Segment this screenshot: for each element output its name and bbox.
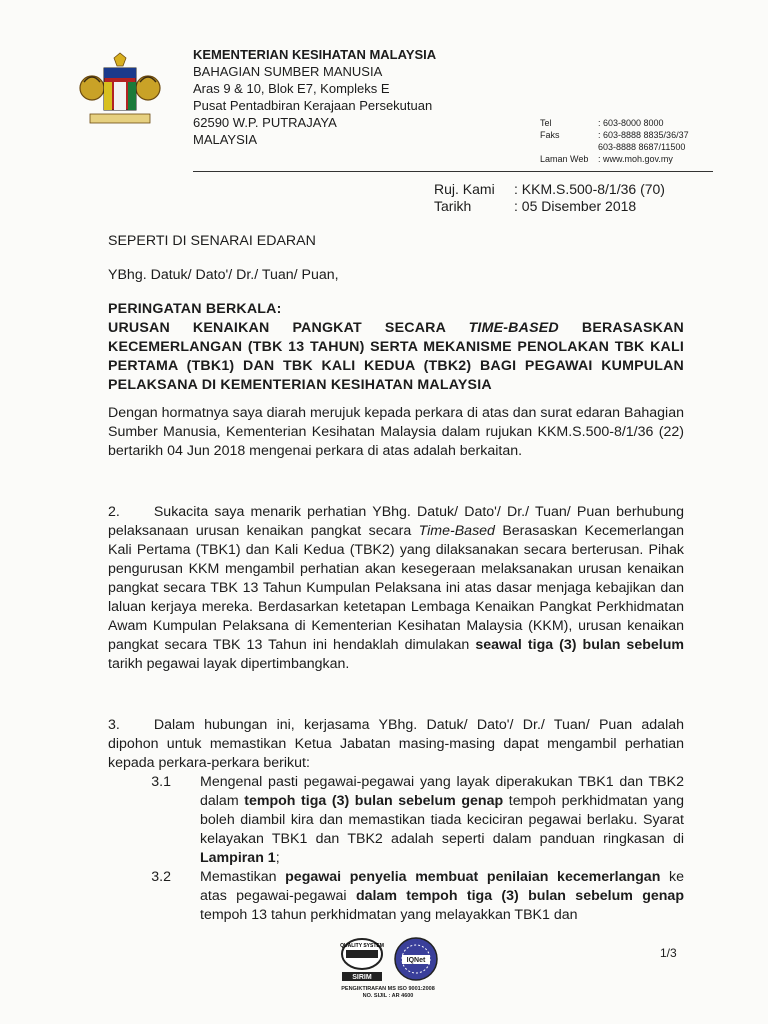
list-item-number: 3.1 — [151, 774, 171, 790]
address-line: 62590 W.P. PUTRAJAYA — [193, 115, 337, 130]
address-line: Aras 9 & 10, Blok E7, Kompleks E — [193, 81, 390, 96]
list-item-number: 3.2 — [151, 869, 171, 885]
list-item-text — [200, 868, 684, 925]
subject — [108, 300, 684, 395]
item-strong: pegawai penyelia membuat penilaian kecemerlangan — [285, 869, 661, 885]
item-text: Memastikan — [200, 869, 286, 885]
item-text: tempoh perkhidmatan yang boleh diambil kira dan memastikan tiada keciciran pegawai berlaku. Syarat kelayakan TBK1 dan TBK2 adalah seperti dalam panduan ringkasan di — [200, 793, 684, 847]
contact-value: : 603-8000 8000 — [598, 118, 664, 128]
contact-label: Laman Web — [540, 154, 589, 164]
paragraph-text: Dalam hubungan ini, kerjasama YBhg. Datuk/ Dato'/ Dr./ Tuan/ Puan adalah dipohon untuk memastikan Ketua Jabatan masing-masing dapat mengambil perhatian kepada perkara-perkara berikut: — [108, 717, 684, 771]
certification-line: NO. SIJIL : AR 4600 — [362, 993, 414, 999]
date-value: : 05 Disember 2018 — [514, 198, 637, 214]
list-item-text — [200, 773, 684, 868]
contact-value: : www.moh.gov.my — [598, 154, 673, 164]
item-strong: Lampiran 1 — [200, 850, 276, 866]
contact-value: : 603-8888 8835/36/37 — [598, 130, 689, 140]
list-item — [108, 773, 684, 868]
salutation: YBhg. Datuk/ Dato'/ Dr./ Tuan/ Puan, — [108, 267, 339, 283]
contact-label: Faks — [540, 130, 560, 140]
subject-line: PERINGATAN BERKALA: — [108, 301, 282, 317]
letterhead — [193, 46, 436, 148]
certification-text — [318, 986, 458, 1000]
page-number: 1/3 — [660, 946, 677, 960]
address-line: MALAYSIA — [193, 132, 258, 147]
paragraph-text: tarikh pegawai layak dipertimbangkan. — [108, 656, 350, 672]
date-label: Tarikh — [434, 198, 472, 214]
address-line: BAHAGIAN SUMBER MANUSIA — [193, 64, 383, 79]
paragraph-number: 2. — [108, 504, 120, 520]
ref-label: Ruj. Kami — [434, 181, 495, 197]
paragraph-2 — [108, 503, 684, 674]
subject-title — [108, 319, 684, 395]
subject-emphasis: TIME-BASED — [468, 320, 559, 336]
paragraph-1: Dengan hormatnya saya diarah merujuk kepada perkara di atas dan surat edaran Bahagian Sumber Manusia, Kementerian Kesihatan Malaysia dalam rujukan KKM.S.500-8/1/36 (22) bertarikh 04 Jun 2018 mengenai perkara di atas adalah berkaitan. — [108, 405, 684, 459]
subject-text: BERASASKAN KECEMERLANGAN (TBK 13 TAHUN) SERTA MEKANISME PENOLAKAN TBK KALI PERTAMA (TBK1) DAN TBK KALI KEDUA (TBK2) BAGI PEGAWAI KUMPULAN PELAKSANA DI KEMENTERIAN KESIHATAN MALAYSIA — [108, 320, 684, 393]
subject-text: URUSAN KENAIKAN PANGKAT SECARA — [108, 320, 469, 336]
list-item — [108, 868, 684, 925]
paragraph-3 — [108, 716, 684, 773]
quality-system-badge — [336, 936, 388, 982]
coat-of-arms-logo — [70, 52, 170, 132]
item-text: ke atas pegawai-pegawai — [200, 869, 685, 904]
badge-text: SIRIM — [352, 974, 372, 981]
ref-value: : KKM.S.500-8/1/36 (70) — [514, 181, 665, 197]
paragraph-text: Sukacita saya menarik perhatian YBhg. Datuk/ Dato'/ Dr./ Tuan/ Puan berhubung pelaksanaan urusan kenaikan pangkat secara — [108, 504, 684, 539]
contact-label — [540, 141, 598, 153]
reference-block — [434, 181, 665, 215]
badge-text: IQNet — [406, 957, 426, 964]
certification-line: PENGIKTIRAFAN MS ISO 9001:2008 — [341, 986, 435, 992]
item-strong: tempoh tiga (3) bulan sebelum genap — [244, 793, 504, 809]
paragraph-text: Berasaskan Kecemerlangan Kali Pertama (TBK1) dan Kali Kedua (TBK2) yang dilaksanakan secara berterusan. Pihak pengurusan KKM mengambil perhatian akan kesegeraan melaksanakan urusan kenaikan pangkat secara TBK 13 Tahun Kumpulan Pelaksana ini atas dasar menjaga kebajikan dan laluan kerjaya mereka. Berdasarkan ketetapan Lembaga Kenaikan Pangkat Perkhidmatan Awam Kumpulan Pelaksana di Kementerian Kesihatan Malaysia (KKM), urusan kenaikan pangkat secara TBK 13 Tahun ini hendaklah dimulakan — [108, 523, 684, 653]
contact-block — [540, 117, 689, 165]
address-line: Pusat Pentadbiran Kerajaan Persekutuan — [193, 98, 433, 113]
contact-label: Tel — [540, 118, 552, 128]
iqnet-badge — [393, 936, 439, 982]
paragraph-number: 3. — [108, 717, 120, 733]
paragraph-strong: seawal tiga (3) bulan sebelum — [475, 637, 684, 653]
header-divider — [193, 171, 713, 172]
badge-text: QUALITY SYSTEM — [340, 943, 384, 949]
contact-value: 603-8888 8687/11500 — [598, 142, 686, 152]
recipient: SEPERTI DI SENARAI EDARAN — [108, 233, 316, 249]
item-text: ; — [275, 850, 280, 866]
paragraph-emphasis: Time-Based — [418, 523, 495, 539]
item-text: tempoh 13 tahun perkhidmatan yang melayakkan TBK1 dan — [200, 907, 578, 923]
item-strong: dalam tempoh tiga (3) bulan sebelum genap — [355, 888, 684, 904]
ministry-name: KEMENTERIAN KESIHATAN MALAYSIA — [193, 47, 437, 62]
item-text: Mengenal pasti pegawai-pegawai yang layak diperakukan TBK1 dan TBK2 dalam — [200, 774, 684, 809]
